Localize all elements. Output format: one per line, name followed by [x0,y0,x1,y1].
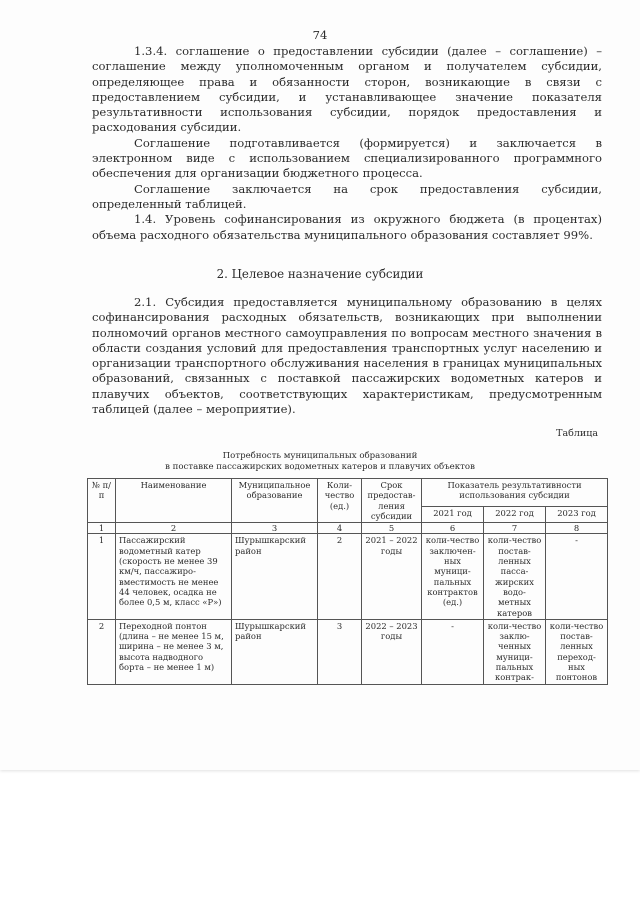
table-caption-line: Потребность муниципальных образований [222,451,418,461]
cell-2022: коли-чество постав-ленных пасса-жирских водо-метных катеров [484,534,546,619]
column-number: 5 [362,523,422,534]
cell-municipality: Шурышкарский район [232,534,318,619]
table-label: Таблица [556,428,598,439]
paragraph: 1.4. Уровень софинансирования из окружного бюджета (в процентах) объема расходного обязательства муниципального образования составляет 99%. [92,212,602,242]
header-year-2021: 2021 год [422,507,484,523]
header-year-2023: 2023 год [546,507,608,523]
table-row [88,534,608,619]
section-heading: 2. Целевое назначение субсидии [216,267,424,281]
column-number: 2 [116,523,232,534]
purpose-section [92,295,602,417]
cell-name: Переходной понтон (длина – не менее 15 м, ширина – не менее 3 м, высота надводного борта – не менее 1 м) [116,619,232,684]
column-number: 4 [318,523,362,534]
page-number: 74 [312,28,328,42]
table-row [88,619,608,684]
column-number: 8 [546,523,608,534]
header-name: Наименование [116,479,232,523]
header-indicator: Показатель результативности использования субсидии [422,479,608,507]
header-num: № п/п [88,479,116,523]
table-header-row [88,479,608,507]
column-number-row [88,523,608,534]
cell-2022: коли-чество заклю-ченных муници-пальных контрак- [484,619,546,684]
cell-quantity: 3 [318,619,362,684]
cell-term: 2021 – 2022 годы [362,534,422,619]
header-term: Срок предостав-ления субсидии [362,479,422,523]
paragraph: Соглашение подготавливается (формируется) и заключается в электронном виде с использованием специализированного программного обеспечения для организации бюджетного процесса. [92,135,602,181]
column-number: 1 [88,523,116,534]
cell-municipality: Шурышкарский район [232,619,318,684]
header-year-2022: 2022 год [484,507,546,523]
cell-quantity: 2 [318,534,362,619]
paragraph: Соглашение заключается на срок предоставления субсидии, определенный таблицей. [92,181,602,211]
cell-num: 1 [88,534,116,619]
table-caption [0,451,640,473]
cell-term: 2022 – 2023 годы [362,619,422,684]
header-municipality: Муниципальное образование [232,479,318,523]
paragraph: 2.1. Субсидия предоставляется муниципальному образованию в целях софинансирования расходных обязательств, возникающих при выполнении полномочий органов местного самоуправления по вопросам местного значения в области создания условий для предоставления транспортных услуг населению и организации транспортного обслуживания населения в границах муниципальных образований, связанных с поставкой пассажирских водометных катеров и плавучих объектов, соответствующих характеристикам, предусмотренным таблицей (далее – мероприятие). [92,295,602,417]
column-number: 3 [232,523,318,534]
cell-2023: - [546,534,608,619]
column-number: 7 [484,523,546,534]
cell-num: 2 [88,619,116,684]
cell-2021: коли-чество заключен-ных муници-пальных контрактов (ед.) [422,534,484,619]
agreement-section [92,44,602,243]
table-caption-line: в поставке пассажирских водометных катеров и плавучих объектов [165,462,475,472]
cell-2021: - [422,619,484,684]
paragraph: 1.3.4. соглашение о предоставлении субсидии (далее – соглашение) – соглашение между уполномоченным органом и получателем субсидии, определяющее права и обязанности сторон, возникающие в связи с предоставлением субсидии, и устанавливающее значение показателя результативности использования субсидии, порядок предоставления и расходования субсидии. [92,44,602,135]
header-quantity: Коли-чество (ед.) [318,479,362,523]
cell-name: Пассажирский водометный катер (скорость не менее 39 км/ч, пассажиро-вместимость не менее 44 человек, осадка не более 0,5 м, класс «Р») [116,534,232,619]
cell-2023: коли-чество постав-ленных переход-ных понтонов [546,619,608,684]
needs-table [87,478,608,685]
column-number: 6 [422,523,484,534]
